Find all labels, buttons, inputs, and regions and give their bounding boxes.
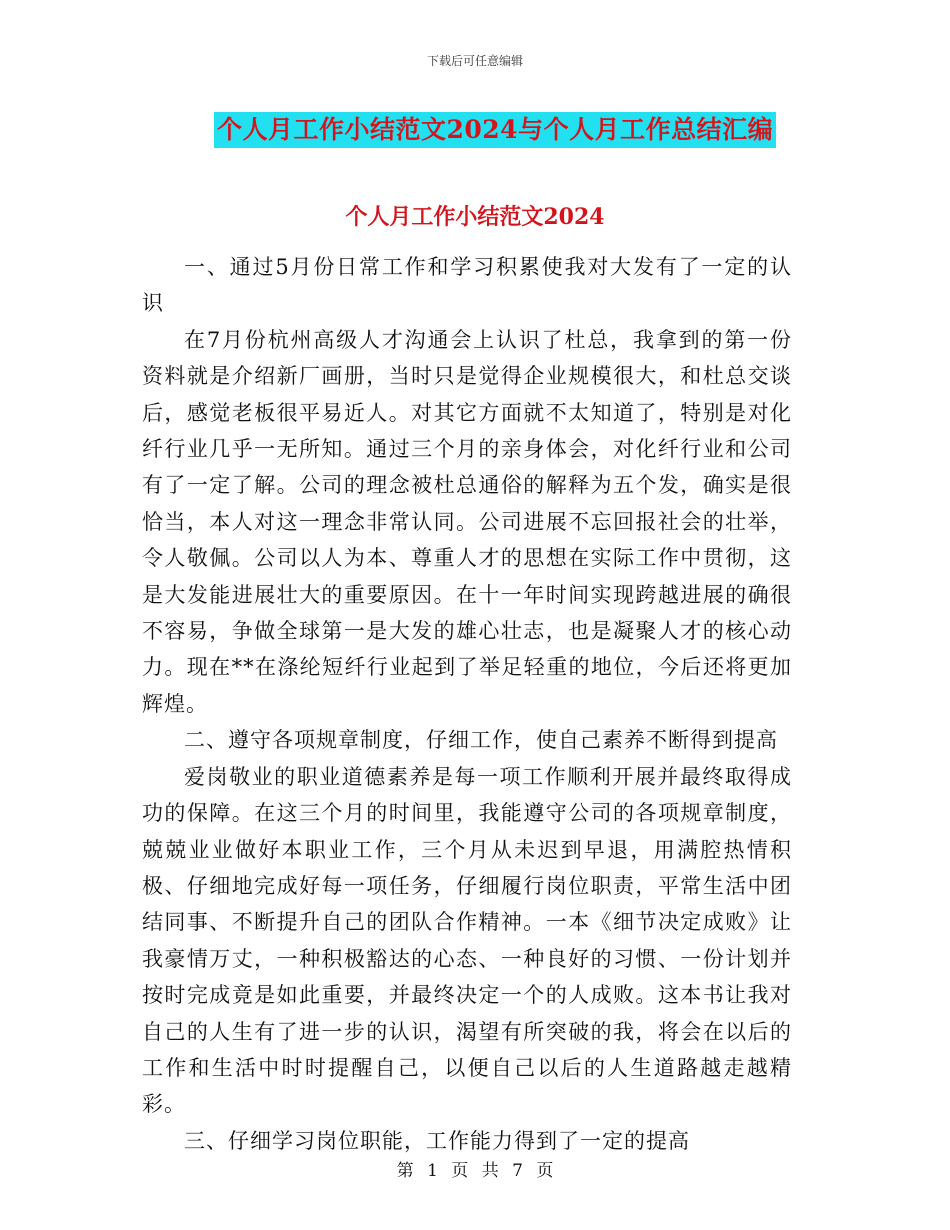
section-title: 个人月工作小结范文2024 bbox=[345, 204, 605, 230]
document-body bbox=[142, 249, 792, 1159]
paragraph-heading-2: 二、遵守各项规章制度，仔细工作，使自己素养不断得到提高 bbox=[184, 728, 778, 753]
header-note: 下载后可任意编辑 bbox=[426, 54, 523, 68]
paragraph: 爱岗敬业的职业道德素养是每一项工作顺利开展并最终取得成功的保障。在这三个月的时间里，我能遵守公司的各项规章制度，兢兢业业做好本职业工作，三个月从未迟到早退，用满腔热情积极、仔细地完成好每一项任务，仔细履行岗位职责，平常生活中团结同事、不断提升自己的团队合作精神。一本《细节决定成败》让我豪情万丈，一种积极豁达的心态、一种良好的习惯、一份计划并按时完成竟是如此重要，并最终决定一个的人成败。这本书让我对自己的人生有了进一步的认识，渴望有所突破的我，将会在以后的工作和生活中时时提醒自己，以便自己以后的人生道路越走越精彩。 bbox=[142, 764, 792, 1117]
paragraph-heading-3: 三、仔细学习岗位职能，工作能力得到了一定的提高 bbox=[184, 1128, 690, 1153]
paragraph: 在7月份杭州高级人才沟通会上认识了杜总，我拿到的第一份资料就是介绍新厂画册，当时只是觉得企业规模很大，和杜总交谈后，感觉老板很平易近人。对其它方面就不太知道了，特别是对化纤行业几乎一无所知。通过三个月的亲身体会，对化纤行业和公司有了一定了解。公司的理念被杜总通俗的解释为五个发，确实是很恰当，本人对这一理念非常认同。公司进展不忘回报社会的壮举，令人敬佩。公司以人为本、尊重人才的思想在实际工作中贯彻，这是大发能进展壮大的重要原因。在十一年时间实现跨越进展的确很不容易，争做全球第一是大发的雄心壮志，也是凝聚人才的核心动力。现在**在涤纶短纤行业起到了举足轻重的地位，今后还将更加辉煌。 bbox=[142, 327, 792, 716]
paragraph-heading-1: 一、通过5月份日常工作和学习积累使我对大发有了一定的认识 bbox=[142, 255, 792, 316]
page-number: 第 1 页 共 7 页 bbox=[396, 1161, 554, 1181]
document-title: 个人月工作小结范文2024与个人月工作总结汇编 bbox=[214, 112, 776, 148]
